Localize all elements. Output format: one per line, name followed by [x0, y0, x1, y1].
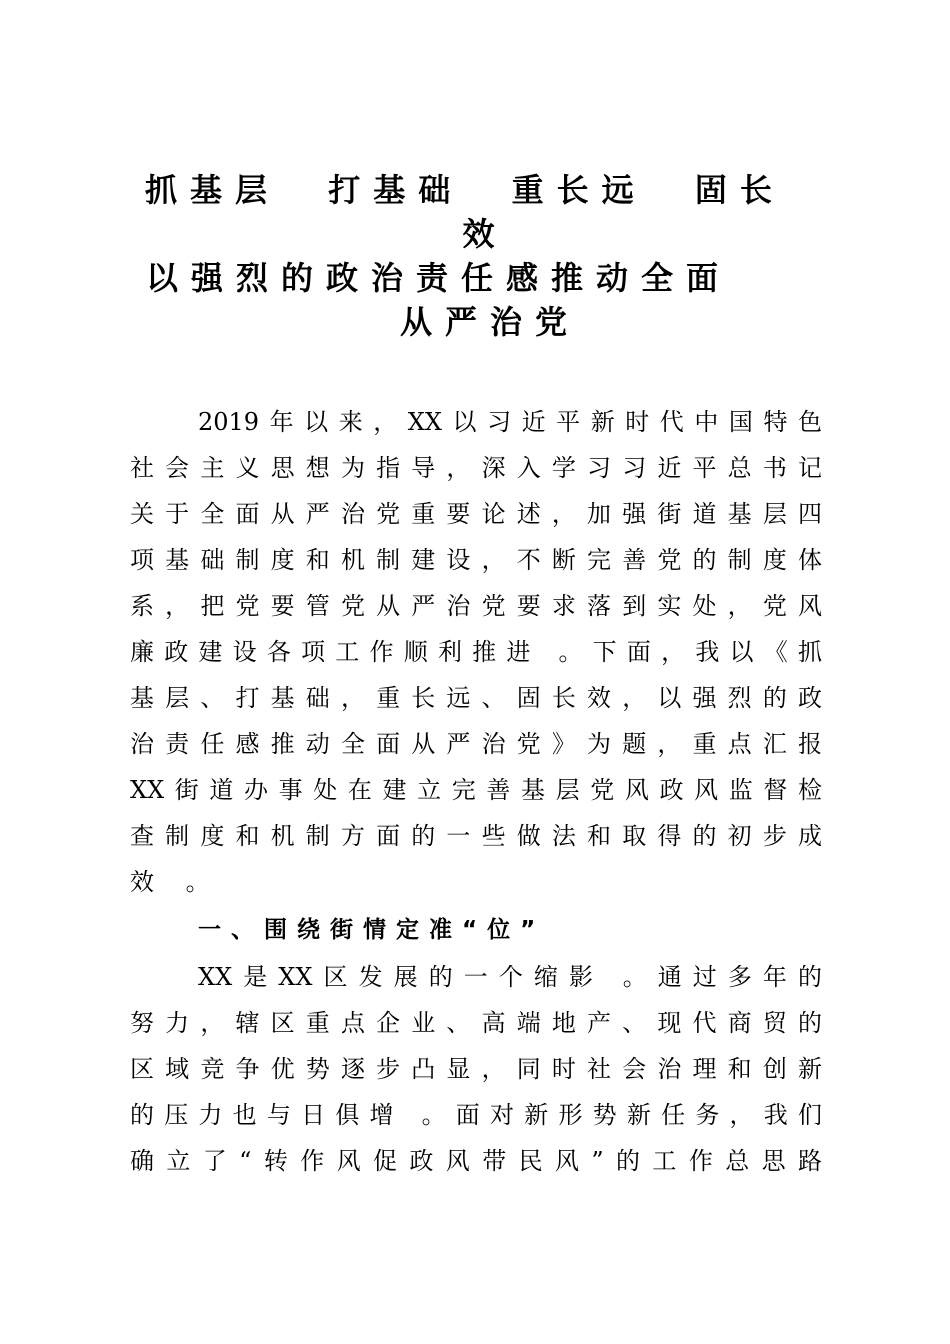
- paragraph-line: 区域竞争优势逐步凸显，同时社会治理和创新: [130, 1055, 822, 1083]
- title-line-1: 抓基层 打基础 重长远 固长: [145, 171, 785, 209]
- title-line-4: 从严治党: [399, 303, 580, 341]
- paragraph-line: XX是XX区发展的一个缩影 。通过多年的: [198, 963, 822, 991]
- paragraph-line: 努力，辖区重点企业、高端地产、现代商贸的: [130, 1009, 822, 1037]
- paragraph-line: 的压力也与日俱增 。面对新形势新任务，我们: [130, 1101, 822, 1129]
- paragraph-line: 关于全面从严治党重要论述，加强街道基层四: [130, 500, 822, 528]
- paragraph-line: 基层、打基础，重长远、固长效，以强烈的政: [130, 684, 822, 712]
- paragraph-line: 效 。: [130, 868, 222, 896]
- title-line-2: 效: [462, 215, 508, 253]
- paragraph-line: 2019年以来，XX以习近平新时代中国特色: [198, 408, 822, 436]
- paragraph-line: 确立了“转作风促政风带民风”的工作总思路: [130, 1147, 822, 1175]
- paragraph-line: 社会主义思想为指导，深入学习习近平总书记: [130, 454, 822, 482]
- title-line-3: 以强烈的政治责任感推动全面: [146, 259, 732, 297]
- paragraph-line: 治责任感推动全面从严治党》为题，重点汇报: [130, 730, 822, 758]
- paragraph-line: 系，把党要管党从严治党要求落到实处，党风: [130, 592, 822, 620]
- paragraph-line: XX街道办事处在建立完善基层党风政风监督检: [130, 776, 822, 804]
- section-heading-1: 一、围绕街情定准“位”: [198, 917, 546, 943]
- paragraph-line: 项基础制度和机制建设，不断完善党的制度体: [130, 546, 822, 574]
- paragraph-line: 查制度和机制方面的一些做法和取得的初步成: [130, 822, 822, 850]
- document-title: [128, 168, 822, 344]
- paragraph-line: 廉政建设各项工作顺利推进 。下面，我以《抓: [130, 638, 822, 666]
